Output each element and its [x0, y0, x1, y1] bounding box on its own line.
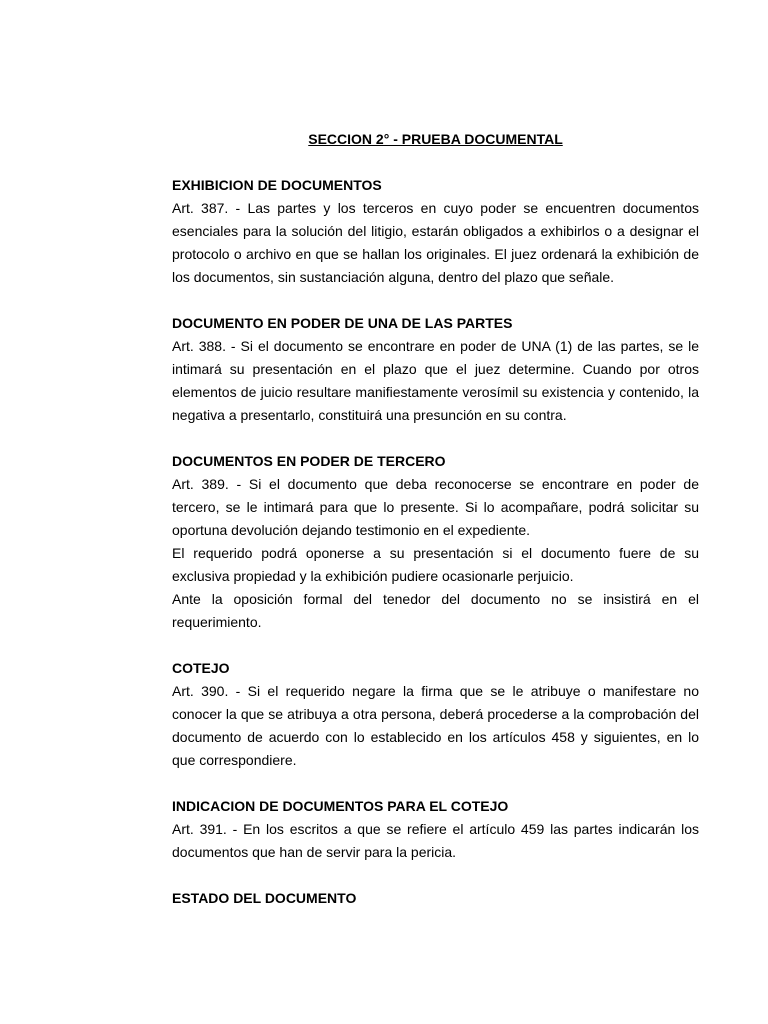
article-389-paragraph-3: Ante la oposición formal del tenedor del documento no se insistirá en el requerimiento.	[172, 591, 699, 630]
section-cotejo	[172, 657, 699, 772]
article-387-text: Art. 387. - Las partes y los terceros en cuyo poder se encuentren documentos esenciales para la solución del litigio, estarán obligados a exhibirlos o a designar el protocolo o archivo en que se hallan los originales. El juez ordenará la exhibición de los documentos, sin sustanciación alguna, dentro del plazo que señale.	[172, 200, 699, 285]
section-heading: EXHIBICION DE DOCUMENTOS	[172, 177, 382, 193]
article-388-text: Art. 388. - Si el documento se encontrare en poder de UNA (1) de las partes, se le intimará su presentación en el plazo que el juez determine. Cuando por otros elementos de juicio resultare manifiestamente verosímil su existencia y contenido, la negativa a presentarlo, constituirá una presunción en su contra.	[172, 338, 699, 423]
section-exhibicion	[172, 174, 699, 289]
section-documentos-poder-tercero	[172, 450, 699, 634]
article-389-text: Art. 389. - Si el documento que deba reconocerse se encontrare en poder de tercero, se le intimará para que lo presente. Si lo acompañare, podrá solicitar su oportuna devolución dejando testimonio en el expediente.	[172, 476, 699, 538]
section-documento-poder-partes	[172, 312, 699, 427]
section-heading: INDICACION DE DOCUMENTOS PARA EL COTEJO	[172, 798, 509, 814]
section-heading: COTEJO	[172, 660, 230, 676]
article-389-paragraph-2: El requerido podrá oponerse a su presentación si el documento fuere de su exclusiva propiedad y la exhibición pudiere ocasionarle perjuicio.	[172, 545, 699, 584]
document-page	[172, 128, 699, 933]
section-heading: ESTADO DEL DOCUMENTO	[172, 890, 357, 906]
section-heading: DOCUMENTOS EN PODER DE TERCERO	[172, 453, 446, 469]
article-391-text: Art. 391. - En los escritos a que se refiere el artículo 459 las partes indicarán los documentos que han de servir para la pericia.	[172, 821, 699, 860]
section-estado-documento	[172, 887, 699, 910]
article-390-text: Art. 390. - Si el requerido negare la firma que se le atribuye o manifestare no conocer la que se atribuya a otra persona, deberá procederse a la comprobación del documento de acuerdo con lo establecido en los artículos 458 y siguientes, en lo que correspondiere.	[172, 683, 699, 768]
document-title: SECCION 2° - PRUEBA DOCUMENTAL	[308, 131, 563, 147]
section-indicacion-documentos	[172, 795, 699, 864]
section-heading: DOCUMENTO EN PODER DE UNA DE LAS PARTES	[172, 315, 513, 331]
